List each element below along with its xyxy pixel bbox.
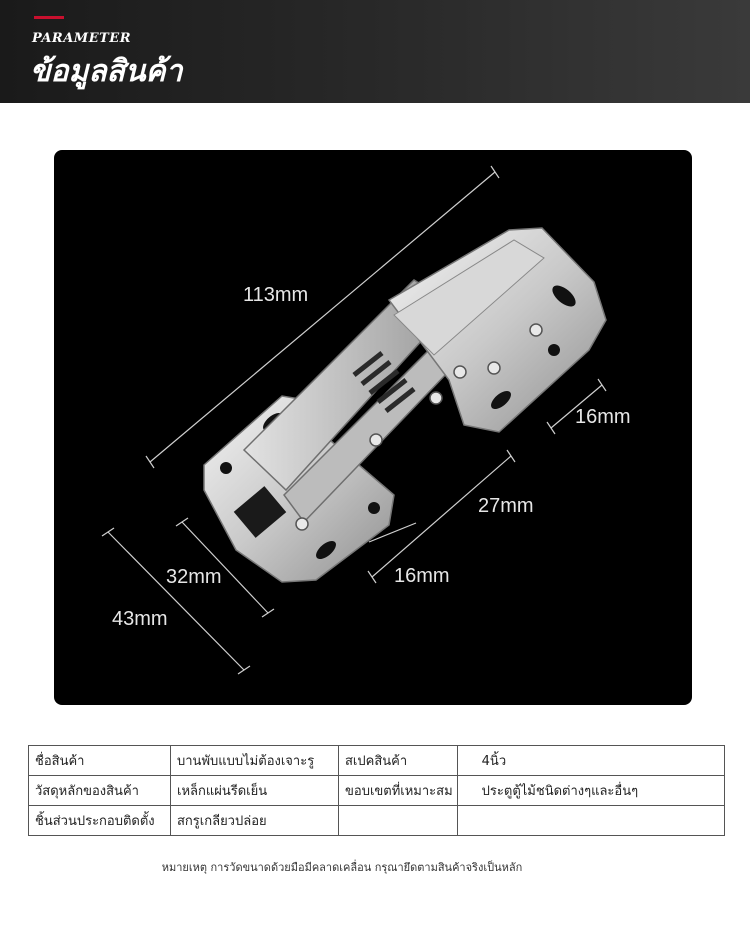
table-row — [29, 806, 725, 836]
header-subtitle: PARAMETER — [32, 31, 131, 46]
dimension-arm-length: 27mm — [478, 495, 534, 517]
dimension-base-length: 43mm — [112, 608, 168, 630]
dimension-base-width: 32mm — [166, 566, 222, 588]
spec-label: วัสดุหลักของสินค้า — [29, 776, 171, 806]
table-row — [29, 746, 725, 776]
spec-label: ชิ้นส่วนประกอบติดตั้ง — [29, 806, 171, 836]
product-photo — [54, 150, 692, 705]
spec-value: ประตูตู้ไม้ชนิดต่างๆและอื่นๆ — [457, 776, 724, 806]
spec-value: บานพับแบบไม่ต้องเจาะรู — [171, 746, 339, 776]
dimension-cup-width: 16mm — [575, 406, 631, 428]
header-banner — [0, 0, 750, 103]
spec-label: ขอบเขตที่เหมาะสม — [339, 776, 458, 806]
header-title: ข้อมูลสินค้า — [30, 54, 183, 89]
spec-label: ชื่อสินค้า — [29, 746, 171, 776]
spec-value: 4นิ้ว — [457, 746, 724, 776]
spec-value: สกรูเกลียวปล่อย — [171, 806, 339, 836]
spec-table — [28, 745, 725, 836]
spec-value: เหล็กแผ่นรีดเย็น — [171, 776, 339, 806]
spec-value — [457, 806, 724, 836]
table-row — [29, 776, 725, 806]
dimension-overall-length: 113mm — [243, 284, 309, 306]
measurement-note: หมายเหตุ การวัดขนาดด้วยมือมีคลาดเคลื่อน กรุณายึดตามสินค้าจริงเป็นหลัก — [161, 861, 523, 874]
dimension-base-hole-width: 16mm — [394, 565, 450, 587]
spec-label — [339, 806, 458, 836]
spec-label: สเปคสินค้า — [339, 746, 458, 776]
header-accent-line — [34, 16, 64, 19]
